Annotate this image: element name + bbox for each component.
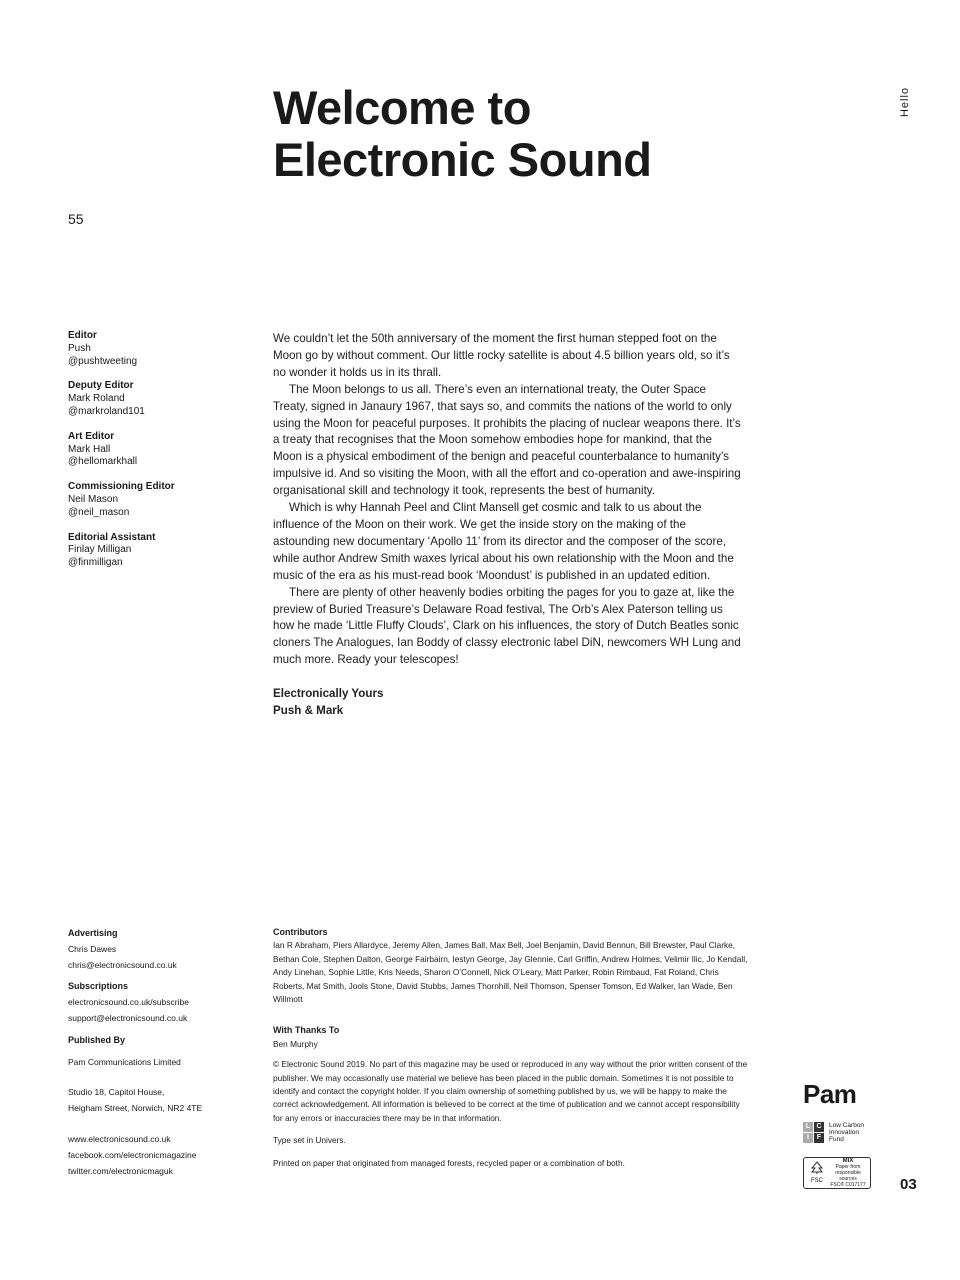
subscriptions-email: support@electronicsound.co.uk [68,1012,188,1023]
staff-name: Push [68,342,91,354]
fsc-tree-icon: FSC [806,1161,828,1185]
staff-role: Editor [68,330,97,341]
contributors-list: Ian R Abraham, Piers Allardyce, Jeremy Allen, James Ball, Max Bell, Joel Benjamin, David Bennun, Bill Brewster, Paul Clarke, Bethan Cole, Stephen Dalton, George Fairbairn, Iestyn George, Jay Glennie, Carl Griffin, Andrew Holmes, Velimir Ilic, Jo Kendall, Andy Linehan, Sophie Little, Kris Needs, Sharon O’Connell, Nick O’Leary, Matt Parker, Robin Rimbaud, Fat Roland, Chris Roberts, Mat Smith, Jools Stone, David Stubbs, James Thornhill, Neil Thomson, Spenser Tomson, Ed Walker, Ian Wade, Ben Willmott [273,940,748,1005]
pam-logo: Pam [803,1079,857,1109]
title-line-2: Electronic Sound [273,133,652,186]
advertising-heading: Advertising [68,928,118,938]
staff-name: Mark Hall [68,443,111,455]
credits [273,926,751,1170]
issue-number: 55 [68,211,84,227]
staff-name: Neil Mason [68,493,119,505]
thanks-name: Ben Murphy [273,1038,318,1049]
fsc-logo: FSC MIX Paper from responsible sources FSC® C017177 [803,1157,871,1189]
staff-handle: @finmilligan [68,557,123,569]
title-line-1: Welcome to [273,81,531,134]
signoff-line-1: Electronically Yours [273,687,384,701]
staff-role: Art Editor [68,430,115,442]
subscriptions-heading: Subscriptions [68,981,129,992]
logo-stack [803,1080,883,1189]
article-paragraph: The Moon belongs to us all. There’s even an international treaty, the Outer Space Treaty, signed in Janaury 1967, that says so, and commits the nations of the world to only using the Moon for peaceful purposes. It prohibits the placing of nuclear weapons there. It’s a treaty that recognises that the Moon somehow embodies hope for mankind, that the Moon is a physical embodiment of the benign and peaceful counterbalance to humanity’s impulsive id. And so visiting the Moon, with all the effort and co-operation and awe-inspiring organisational skill and technology it took, represents the best of humanity. [273,382,741,498]
staff-role: Commissioning Editor [68,481,175,493]
staff-handle: @hellomarkhall [68,456,138,468]
address-line-1: Studio 18, Capitol House, [68,1087,165,1098]
lcif-icon: L C I F [803,1122,824,1143]
signoff [273,686,743,720]
staff-item [68,532,258,570]
article-paragraph: Which is why Hannah Peel and Clint Mansell get cosmic and talk to us about the influence of the Moon on their work. We get the inside story on the making of the astounding new documentary ‘Apollo 11’ from its director and the composer of the score, while author Andrew Smith waxes lyrical about his own relationship with the Moon and the music of the era as his must-read book ‘Moondust’ is published in an updated edition. [273,501,734,582]
address-line-2: Heigham Street, Norwich, NR2 4TE [68,1103,203,1114]
signoff-line-2: Push & Mark [273,704,344,718]
staff-role: Deputy Editor [68,380,134,392]
staff-name: Finlay Milligan [68,544,132,556]
staff-item [68,431,258,469]
section-tag-label: Hello [899,86,912,118]
article-paragraph: There are plenty of other heavenly bodies orbiting the pages for you to gaze at, like the preview of Buried Treasure’s Delaware Road festival, The Orb’s Alex Paterson telling us how he made ‘Little Fluffy Clouds’, Clark on his influences, the story of Dutch Beatles sonic cloners The Analogues, Ian Boddy of classy electronic label DiN, newcomers WH Lung and much more. Ready your telescopes! [273,585,741,667]
staff-list [68,330,258,582]
copyright-notice: © Electronic Sound 2019. No part of this magazine may be used or reproduced in any way without the prior written consent of the publisher. We may occasionally use material we believe has been placed in the public domain. Sometimes it is not possible to identify and contact the copyright holder. If you claim ownership of something published by us, we will be happy to make the correct acknowledgement. All information is believed to be correct at the time of publication and we cannot accept responsibility for any errors or inaccuracies there may be in that information. [273,1059,748,1123]
thanks-heading: With Thanks To [273,1025,340,1036]
twitter-link: twitter.com/electronicmaguk [68,1165,173,1176]
article-paragraph: We couldn’t let the 50th anniversary of the moment the first human stepped foot on the Moon go by without comment. Our little rocky satellite is about 4.5 billion years old, so it’s no wonder it holds us in its thrall. [273,332,730,379]
typeface-note: Type set in Univers. [273,1135,346,1146]
staff-role: Editorial Assistant [68,531,156,543]
published-by-heading: Published By [68,1034,126,1045]
staff-name: Mark Roland [68,393,125,405]
staff-item [68,481,258,519]
staff-item [68,330,258,368]
staff-handle: @neil_mason [68,506,130,518]
publisher-name: Pam Communications Limited [68,1056,181,1067]
staff-item [68,380,258,418]
section-tag [896,88,928,122]
lcif-logo: L C I F Low Carbon Innovation Fund [803,1122,883,1143]
paper-note: Printed on paper that originated from managed forests, recycled paper or a combination of both. [273,1157,625,1168]
advertising-name: Chris Dawes [68,943,117,954]
advertising-email: chris@electronicsound.co.uk [68,959,177,970]
page-title [273,82,793,186]
staff-handle: @markroland101 [68,405,145,417]
website-link: www.electronicsound.co.uk [68,1133,171,1144]
contributors-heading: Contributors [273,927,328,937]
page-number: 03 [900,1176,917,1193]
publisher-info [68,926,258,1179]
editorial-article [273,331,743,720]
staff-handle: @pushtweeting [68,355,138,367]
subscriptions-url: electronicsound.co.uk/subscribe [68,997,189,1008]
facebook-link: facebook.com/electronicmagazine [68,1149,197,1160]
